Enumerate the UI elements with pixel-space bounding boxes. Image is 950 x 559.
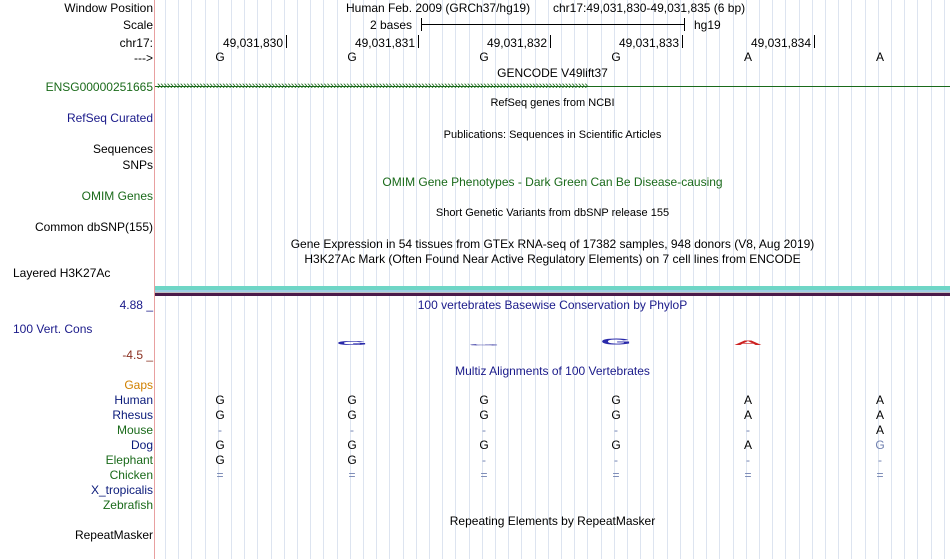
omim-track-label[interactable]: OMIM Genes — [81, 189, 153, 203]
refseq-track-title: RefSeq genes from NCBI — [490, 97, 615, 109]
gaps-label[interactable]: Gaps — [124, 378, 153, 392]
scale-text: 2 bases — [370, 18, 413, 32]
alignment-base: A — [743, 393, 752, 407]
scale-bar-right-tick — [684, 18, 685, 31]
db-text: hg19 — [694, 18, 721, 32]
repeatmasker-track-title: Repeating Elements by RepeatMasker — [449, 514, 656, 528]
species-label[interactable]: X_tropicalis — [90, 483, 153, 497]
phylop-max-label: 4.88 _ — [119, 298, 153, 312]
alignment-base: - — [878, 453, 882, 467]
reference-base: A — [875, 50, 884, 64]
alignment-base: G — [347, 408, 357, 422]
alignment-base: G — [215, 438, 225, 452]
species-label[interactable]: Mouse — [116, 423, 153, 437]
h3k27ac-track-label[interactable]: Layered H3K27Ac — [13, 266, 111, 280]
h3k27ac-track-title: H3K27Ac Mark (Often Found Near Active Regulatory Elements) on 7 cell lines from ENCODE — [304, 252, 801, 266]
coordinate-tick — [682, 35, 683, 48]
publications-track-title: Publications: Sequences in Scientific Articles — [443, 129, 662, 141]
alignment-base: G — [347, 393, 357, 407]
species-label[interactable]: Human — [114, 393, 153, 407]
alignment-base: = — [216, 468, 224, 482]
alignment-base: = — [876, 468, 884, 482]
alignment-base: G — [215, 408, 225, 422]
alignment-base: G — [347, 453, 357, 467]
alignment-base: G — [215, 393, 225, 407]
alignment-base: - — [614, 423, 618, 437]
alignment-base: = — [348, 468, 356, 482]
scale-bar — [421, 24, 685, 25]
alignment-base: - — [482, 453, 486, 467]
label-divider — [154, 0, 155, 559]
alignment-base: - — [746, 453, 750, 467]
coordinate-tick — [814, 35, 815, 48]
alignment-base: G — [479, 393, 489, 407]
alignment-base: A — [743, 438, 752, 452]
gencode-strand-arrows: ›››››››››››››››››››››››››››››››››››››››››››››››››››››››››››››››››››››››››››››››››››››››››››››››››››››››››››››››››››››››››››››››››››› — [157, 80, 588, 92]
alignment-base: A — [743, 408, 752, 422]
species-label[interactable]: Rhesus — [112, 408, 153, 422]
alignment-base: - — [482, 423, 486, 437]
conservation-glyph: G — [600, 337, 632, 347]
dbsnp-track-title: Short Genetic Variants from dbSNP release 155 — [435, 207, 670, 219]
repeatmasker-track-label[interactable]: RepeatMasker — [74, 528, 153, 542]
chrom-label: chr17: — [119, 36, 153, 50]
alignment-base: G — [875, 438, 885, 452]
alignment-base: = — [480, 468, 488, 482]
species-label[interactable]: Elephant — [105, 453, 153, 467]
position-text[interactable]: chr17:49,031,830-49,031,835 (6 bp) — [553, 1, 746, 15]
multiz-track-title: Multiz Alignments of 100 Vertebrates — [455, 364, 650, 378]
alignment-base: G — [215, 453, 225, 467]
strand-label[interactable]: ---> — [134, 51, 153, 65]
alignment-base: - — [218, 423, 222, 437]
conservation-glyph: A — [733, 339, 763, 347]
alignment-base: - — [350, 423, 354, 437]
alignment-base: A — [875, 408, 884, 422]
species-label[interactable]: Chicken — [109, 468, 153, 482]
alignment-base: - — [614, 453, 618, 467]
alignment-base: G — [611, 408, 621, 422]
alignment-base: A — [875, 393, 884, 407]
publications-snps-label[interactable]: SNPs — [122, 158, 153, 172]
coordinate-label: 49,031,830 — [222, 36, 283, 50]
alignment-base: G — [347, 438, 357, 452]
alignment-base: G — [611, 438, 621, 452]
alignment-base: - — [746, 423, 750, 437]
h3k27ac-signal[interactable] — [155, 286, 950, 296]
alignment-base: G — [611, 393, 621, 407]
conservation-glyph: G — [336, 340, 368, 347]
conservation-glyph: G — [468, 343, 500, 347]
coordinate-label: 49,031,832 — [486, 36, 547, 50]
reference-base: A — [743, 50, 752, 64]
reference-base: G — [611, 50, 621, 64]
phylop-min-label: -4.5 _ — [122, 348, 153, 362]
gencode-gene-label[interactable]: ENSG00000251665 — [45, 80, 153, 94]
assembly-text: Human Feb. 2009 (GRCh37/hg19) — [346, 1, 531, 15]
scale-label: Scale — [122, 18, 153, 32]
coordinate-label: 49,031,831 — [354, 36, 415, 50]
alignment-base: G — [479, 438, 489, 452]
refseq-track-label[interactable]: RefSeq Curated — [66, 111, 153, 125]
publications-sequences-label[interactable]: Sequences — [92, 142, 153, 156]
alignment-base: = — [612, 468, 620, 482]
gencode-track-title: GENCODE V49lift37 — [497, 66, 608, 80]
reference-base: G — [479, 50, 489, 64]
reference-base: G — [215, 50, 225, 64]
window-position-label: Window Position — [64, 1, 153, 15]
alignment-base: = — [744, 468, 752, 482]
scale-bar-left-tick — [421, 18, 422, 31]
phylop-track-title: 100 vertebrates Basewise Conservation by PhyloP — [417, 298, 688, 312]
alignment-base: G — [479, 408, 489, 422]
reference-base: G — [347, 50, 357, 64]
coordinate-tick — [418, 35, 419, 48]
species-label[interactable]: Dog — [130, 438, 153, 452]
omim-track-title: OMIM Gene Phenotypes - Dark Green Can Be Disease-causing — [382, 175, 723, 189]
gtex-track-title: Gene Expression in 54 tissues from GTEx RNA-seq of 17382 samples, 948 donors (V8, Aug 2019) — [290, 237, 815, 251]
species-label[interactable]: Zebrafish — [102, 498, 153, 512]
coordinate-tick — [286, 35, 287, 48]
dbsnp-track-label[interactable]: Common dbSNP(155) — [34, 220, 153, 234]
phylop-track-label[interactable]: 100 Vert. Cons — [13, 322, 93, 336]
coordinate-label: 49,031,833 — [618, 36, 679, 50]
alignment-base: A — [875, 423, 884, 437]
coordinate-tick — [550, 35, 551, 48]
coordinate-label: 49,031,834 — [750, 36, 811, 50]
